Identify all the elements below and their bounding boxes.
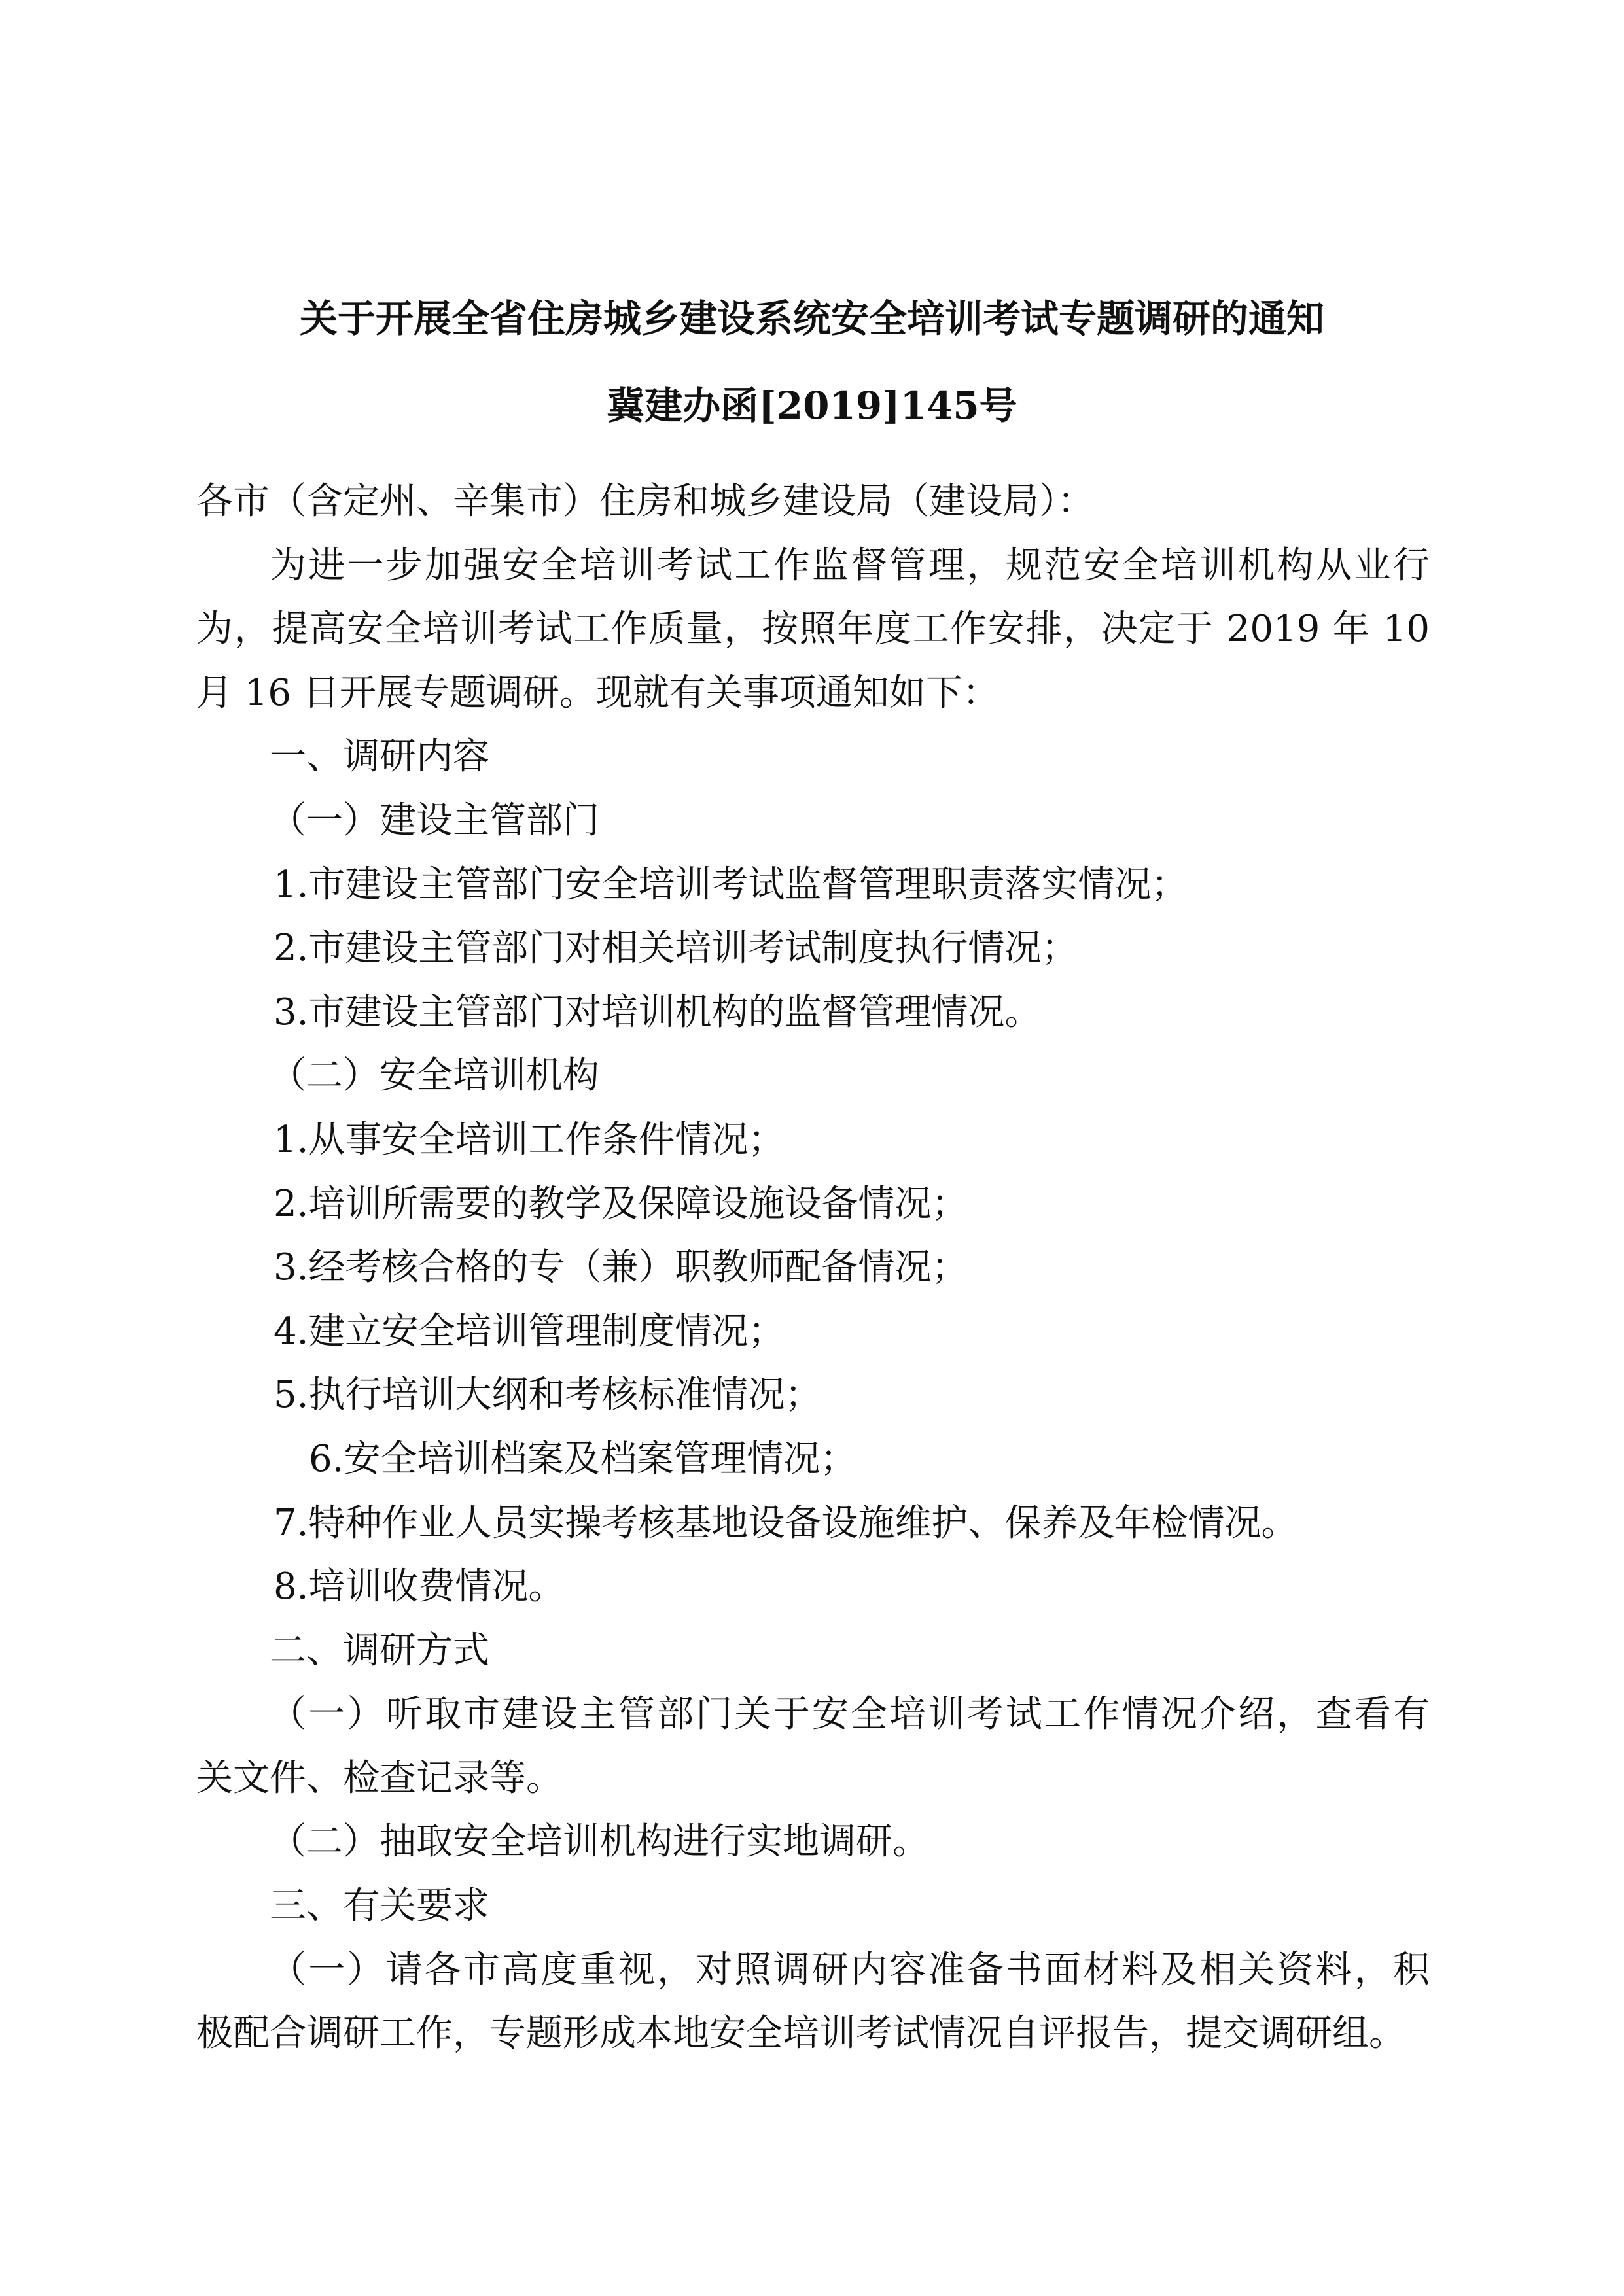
list-item: 1.从事安全培训工作条件情况；	[274, 1118, 785, 1161]
method-paragraph-2: （二）抽取安全培训机构进行实地调研。	[270, 1820, 929, 1864]
intro-line-1: 为进一步加强安全培训考试工作监督管理，规范安全培训机构从业行	[270, 544, 1430, 587]
intro-line-2: 为，提高安全培训考试工作质量，按照年度工作安排，决定于 2019 年 10	[196, 608, 1430, 651]
document-body	[196, 470, 1430, 2066]
list-item: 3.市建设主管部门对培训机构的监督管理情况。	[274, 990, 1042, 1034]
list-item: 8.培训收费情况。	[274, 1565, 565, 1609]
requirements-paragraph-1-line-2: 极配合调研工作，专题形成本地安全培训考试情况自评报告，提交调研组。	[196, 2012, 1405, 2055]
list-item: 1.市建设主管部门安全培训考试监督管理职责落实情况；	[274, 863, 1188, 906]
document-title: 关于开展全省住房城乡建设系统安全培训考试专题调研的通知	[299, 296, 1324, 341]
subsection-heading-institutions: （二）安全培训机构	[270, 1054, 599, 1098]
method-paragraph-1-line-2: 关文件、检查记录等。	[196, 1756, 563, 1800]
document-number: 冀建办函[2019]145号	[607, 383, 1017, 428]
list-item: 3.经考核合格的专（兼）职教师配备情况；	[274, 1246, 968, 1289]
section-heading-content: 一、调研内容	[270, 735, 489, 778]
requirements-paragraph-1-line-1: （一）请各市高度重视，对照调研内容准备书面材料及相关资料，积	[270, 1948, 1430, 1991]
list-item: 4.建立安全培训管理制度情况；	[274, 1310, 785, 1353]
list-item: 2.市建设主管部门对相关培训考试制度执行情况；	[274, 927, 1078, 970]
list-item: 2.培训所需要的教学及保障设施设备情况；	[274, 1182, 968, 1225]
section-heading-method: 二、调研方式	[270, 1629, 489, 1672]
method-paragraph-1-line-1: （一）听取市建设主管部门关于安全培训考试工作情况介绍，查看有	[270, 1693, 1430, 1736]
list-item: 5.执行培训大纲和考核标准情况；	[274, 1374, 822, 1417]
subsection-heading-authorities: （一）建设主管部门	[270, 799, 599, 842]
section-heading-requirements: 三、有关要求	[270, 1885, 489, 1928]
salutation: 各市（含定州、辛集市）住房和城乡建设局（建设局）：	[196, 480, 1094, 523]
list-item: 6.安全培训档案及档案管理情况；	[309, 1437, 857, 1480]
intro-line-3: 月 16 日开展专题调研。现就有关事项通知如下：	[196, 671, 999, 714]
list-item: 7.特种作业人员实操考核基地设备设施维护、保养及年检情况。	[274, 1501, 1298, 1544]
